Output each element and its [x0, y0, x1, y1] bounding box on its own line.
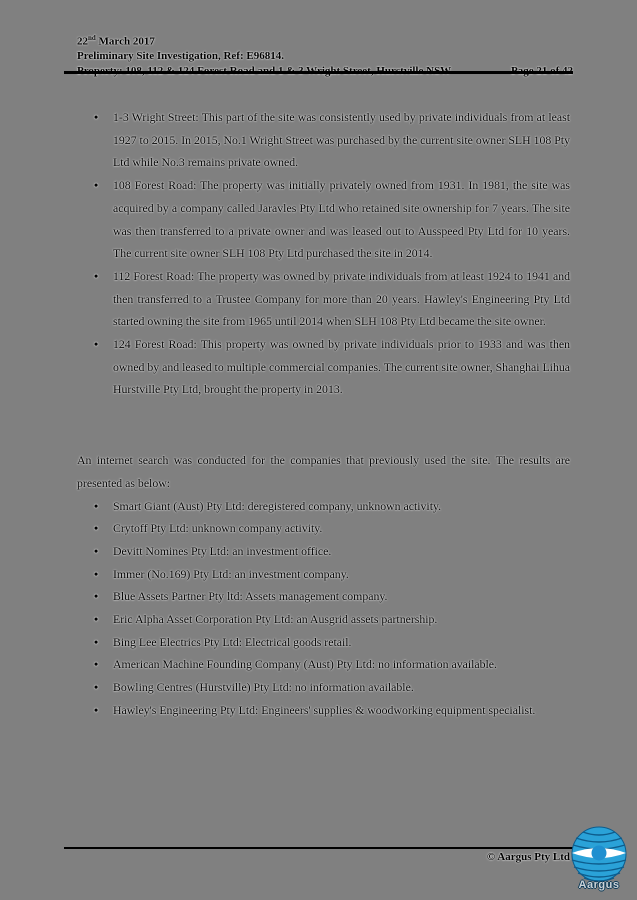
- list-item: • Crytoff Pty Ltd: unknown company activity.: [77, 517, 570, 540]
- list-item: • 108 Forest Road: The property was initially privately owned from 1931. In 1981, the site was acquired by a company called Jaravles Pty Ltd who retained site ownership for 7 years. The site was then transferred to a private owner and was leased out to Ausspeed Pty Ltd for 10 years. The current site owner SLH 108 Pty Ltd purchased the site in 2014.: [77, 174, 570, 265]
- page-number: Page 21 of 42: [510, 64, 573, 77]
- document-body: [77, 106, 570, 722]
- globe-eye-icon: [569, 826, 629, 884]
- footer-divider: [64, 847, 573, 849]
- list-item: • 1-3 Wright Street: This part of the site was consistently used by private individuals from at least 1927 to 2015. In 2015, No.1 Wright Street was purchased by the current site owner SLH 108 Pty Ltd while No.3 remains private owned.: [77, 106, 570, 174]
- header-property-address: Property: 108, 112 & 124 Forest Road and 1 & 3 Wright Street, Hurstville NSW: [77, 64, 452, 77]
- header-divider: [64, 71, 573, 74]
- list-item: • Devitt Nomines Pty Ltd: an investment office.: [77, 540, 570, 563]
- header-report-title: Preliminary Site Investigation, Ref: E96814.: [77, 50, 284, 63]
- property-history-list: [77, 106, 570, 401]
- list-item: • Hawley's Engineering Pty Ltd: Engineers' supplies & woodworking equipment specialist.: [77, 699, 570, 722]
- date-ordinal: nd: [88, 34, 96, 42]
- list-item: • Eric Alpha Asset Corporation Pty Ltd: an Ausgrid assets partnership.: [77, 608, 570, 631]
- copyright-notice: © Aargus Pty Ltd: [486, 851, 570, 863]
- list-item: • Bing Lee Electrics Pty Ltd: Electrical goods retail.: [77, 631, 570, 654]
- list-item: • Blue Assets Partner Pty ltd: Assets management company.: [77, 585, 570, 608]
- logo-wordmark: Aargus: [578, 879, 620, 891]
- header-date: 22nd March 2017: [77, 34, 155, 48]
- list-item: • 112 Forest Road: The property was owned by private individuals from at least 1924 to 1941 and then transferred to a Trustee Company for more than 20 years. Hawley's Engineering Pty Ltd started owning the site from 1965 until 2014 when SLH 108 Pty Ltd became the site owner.: [77, 265, 570, 333]
- list-item: • Immer (No.169) Pty Ltd: an investment company.: [77, 563, 570, 586]
- list-item: • American Machine Founding Company (Aust) Pty Ltd: no information available.: [77, 653, 570, 676]
- list-item: • 124 Forest Road: This property was owned by private individuals prior to 1933 and was then owned by and leased to multiple commercial companies. The current site owner, Shanghai Lihua Hurstville Pty Ltd, brought the property in 2013.: [77, 333, 570, 401]
- list-item: • Bowling Centres (Hurstville) Pty Ltd: no information available.: [77, 676, 570, 699]
- aargus-logo: [566, 826, 632, 891]
- company-search-list: [77, 495, 570, 722]
- list-item: • Smart Giant (Aust) Pty Ltd: deregistered company, unknown activity.: [77, 495, 570, 518]
- intro-paragraph: An internet search was conducted for the companies that previously used the site. The results are presented as below:: [77, 453, 570, 490]
